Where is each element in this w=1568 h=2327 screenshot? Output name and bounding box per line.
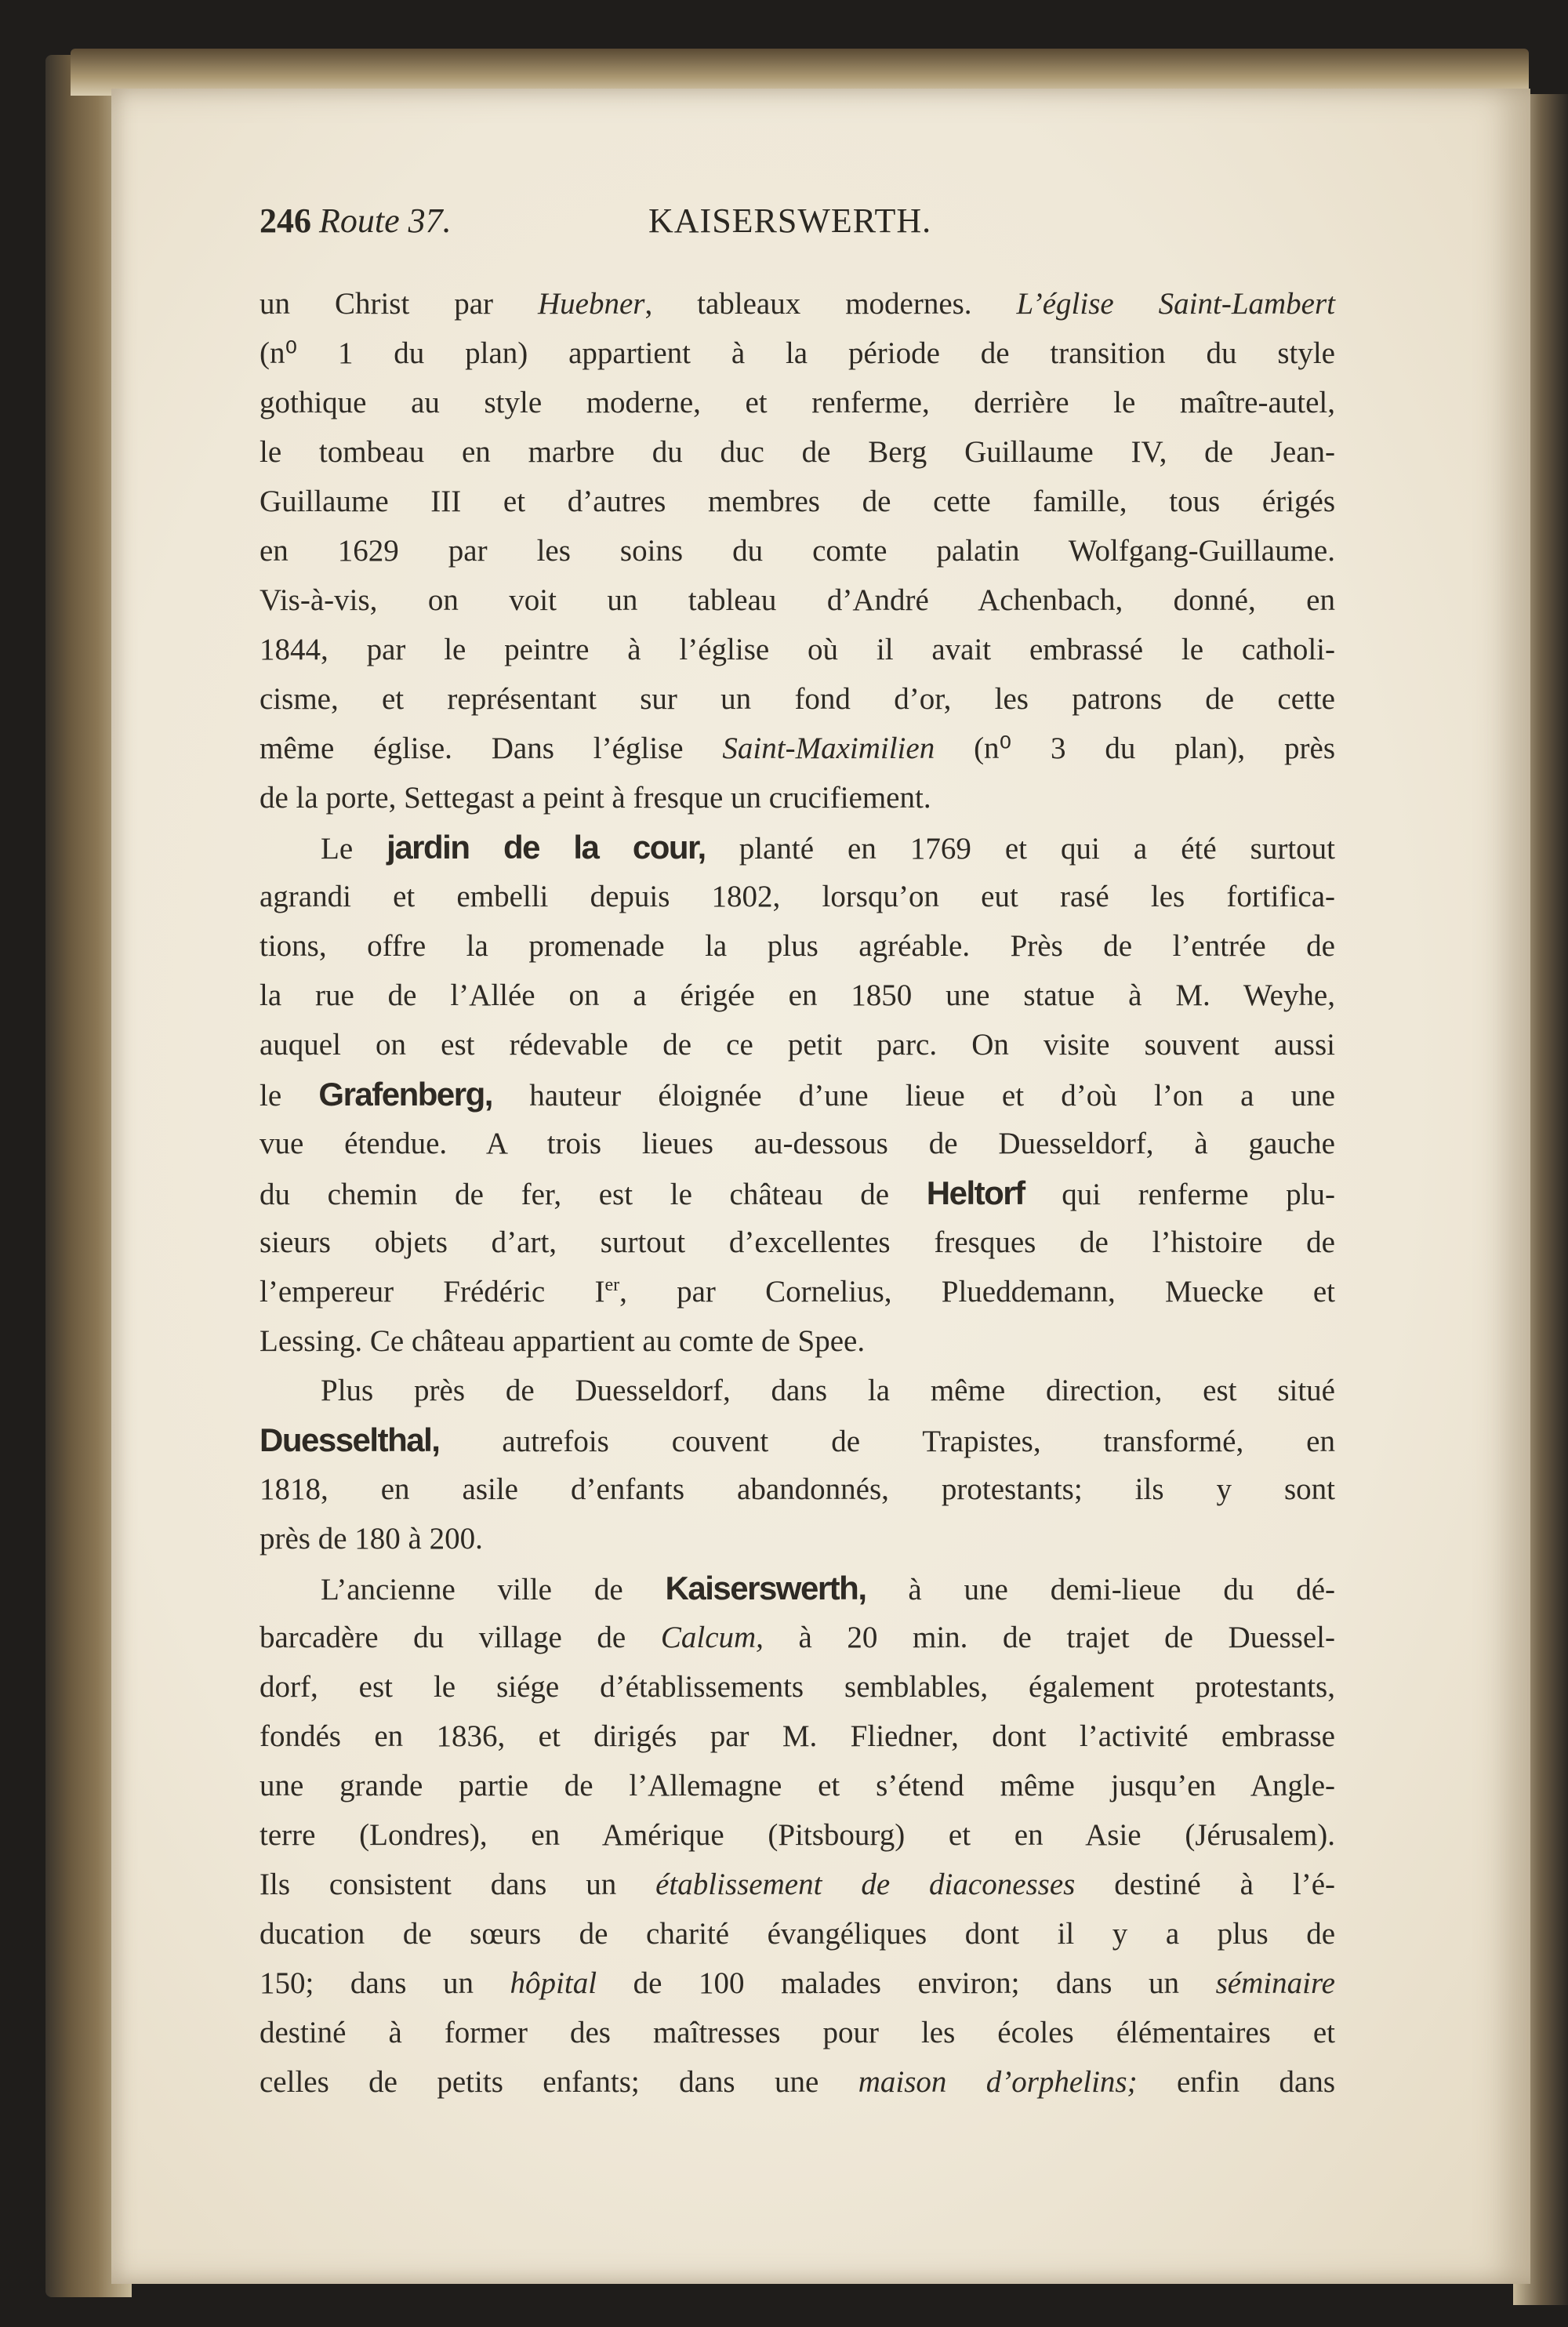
text-segment: de la porte, Settegast a peint à fresque un crucifiement. (260, 781, 931, 815)
text-segment: auquel on est rédevable de ce petit parc. On visite souvent aussi (260, 1028, 1335, 1062)
text-line (260, 1909, 1335, 1959)
text-segment: vue étendue. A trois lieues au-dessous de Duesseldorf, à gauche (260, 1127, 1335, 1160)
text-line (260, 1613, 1335, 1662)
text-segment: Le (321, 832, 387, 866)
text-line (260, 724, 1335, 773)
text-line (260, 526, 1335, 575)
text-line (260, 971, 1335, 1020)
text-line (260, 921, 1335, 971)
text-line (260, 1366, 1335, 1415)
text-line (260, 2008, 1335, 2057)
text-segment: tions, offre la promenade la plus agréable. Près de l’entrée de (260, 929, 1335, 963)
text-segment: le (260, 1079, 319, 1113)
italic-text: Saint-Maximilien (722, 731, 935, 765)
text-segment: une grande partie de l’Allemagne et s’étend même jusqu’en Angle- (260, 1769, 1335, 1802)
text-line (260, 1218, 1335, 1267)
text-segment: cisme, et représentant sur un fond d’or, les patrons de cette (260, 682, 1335, 716)
text-segment: (n⁰ 1 du plan) appartient à la période de transition du style (260, 336, 1335, 370)
text-segment: de 100 malades environ; dans un (597, 1966, 1216, 2000)
text-segment: celles de petits enfants; dans une (260, 2065, 858, 2099)
text-segment: le tombeau en marbre du duc de Berg Guillaume IV, de Jean- (260, 435, 1335, 469)
text-segment: (n⁰ 3 du plan), près (935, 731, 1336, 765)
text-segment: du chemin de fer, est le château de (260, 1178, 927, 1211)
text-line (260, 2057, 1335, 2107)
text-segment: la rue de l’Allée on a érigée en 1850 une statue à M. Weyhe, (260, 978, 1335, 1012)
text-segment: Vis-à-vis, on voit un tableau d’André Achenbach, donné, en (260, 583, 1335, 617)
text-line (260, 1069, 1335, 1119)
text-segment: un Christ par (260, 287, 538, 321)
text-segment: agrandi et embelli depuis 1802, lorsqu’on eut rasé les fortifica- (260, 880, 1335, 913)
text-line (260, 773, 1335, 822)
text-line (260, 1712, 1335, 1761)
text-line (260, 1959, 1335, 2008)
text-segment: 1818, en asile d’enfants abandonnés, protestants; ils y sont (260, 1472, 1335, 1506)
text-segment: près de 180 à 200. (260, 1522, 483, 1556)
text-line (260, 1119, 1335, 1168)
text-segment: même église. Dans l’église (260, 731, 723, 765)
text-segment: L’ancienne ville de (321, 1573, 666, 1606)
text-segment: 1844, par le peintre à l’église où il avait embrassé le catholi- (260, 633, 1335, 666)
text-segment: autrefois couvent de Trapistes, transformé, en (439, 1425, 1335, 1458)
text-segment: Lessing. Ce château appartient au comte de Spee. (260, 1324, 866, 1358)
text-segment: , tableaux modernes. (644, 287, 1017, 321)
text-segment: Guillaume III et d’autres membres de cette famille, tous érigés (260, 485, 1335, 518)
running-title: KAISERSWERTH. (648, 201, 932, 240)
text-line (260, 477, 1335, 526)
text-line (260, 625, 1335, 674)
text-segment: , par Cornelius, Plueddemann, Muecke et (619, 1275, 1336, 1309)
text-segment: qui renferme plu- (1024, 1178, 1335, 1211)
text-line (260, 329, 1335, 378)
text-segment: dorf, est le siége d’établissements semblables, également protestants, (260, 1670, 1335, 1704)
text-line (260, 1662, 1335, 1712)
text-line (260, 674, 1335, 724)
text-segment: fondés en 1836, et dirigés par M. Fliedner, dont l’activité embrasse (260, 1719, 1335, 1753)
text-line (260, 872, 1335, 921)
bold-place-name: Heltorf (926, 1174, 1025, 1211)
italic-text: établissement de diaconesses (655, 1868, 1076, 1901)
text-line (260, 1810, 1335, 1860)
text-line (260, 1563, 1335, 1613)
text-segment: l’empereur Frédéric I (260, 1275, 605, 1309)
text-segment: destiné à former des maîtresses pour les écoles élémentaires et (260, 2016, 1335, 2049)
text-segment: à une demi-lieue du dé- (866, 1573, 1335, 1606)
text-line (260, 1267, 1335, 1316)
text-segment: terre (Londres), en Amérique (Pitsbourg) et en Asie (Jérusalem). (260, 1818, 1335, 1852)
bold-place-name: Grafenberg, (318, 1076, 492, 1113)
text-segment: hauteur éloignée d’une lieue et d’où l’on a une (492, 1079, 1335, 1113)
text-line (260, 1316, 1335, 1366)
text-line (260, 575, 1335, 625)
text-segment: en 1629 par les soins du comte palatin Wolfgang-Guillaume. (260, 534, 1335, 568)
text-segment: enfin dans (1137, 2065, 1335, 2099)
text-segment: barcadère du village de (260, 1621, 661, 1654)
text-line (260, 1514, 1335, 1563)
text-segment: à 20 min. de trajet de Duessel- (763, 1621, 1335, 1654)
text-segment: Plus près de Duesseldorf, dans la même direction, est situé (321, 1374, 1335, 1407)
text-line (260, 1465, 1335, 1514)
text-line (260, 378, 1335, 427)
text-line (260, 822, 1335, 872)
route-label: Route 37. (319, 201, 452, 240)
text-segment: gothique au style moderne, et renferme, derrière le maître-autel, (260, 386, 1335, 419)
text-segment: ducation de sœurs de charité évangéliques dont il y a plus de (260, 1917, 1335, 1951)
italic-text: L’église Saint-Lambert (1016, 287, 1335, 321)
text-segment: planté en 1769 et qui a été surtout (705, 832, 1336, 866)
text-segment: destiné à l’é- (1075, 1868, 1335, 1901)
text-line (260, 1020, 1335, 1069)
text-segment: 150; dans un (260, 1966, 510, 2000)
text-line (260, 1761, 1335, 1810)
text-line (260, 1860, 1335, 1909)
text-segment: Ils consistent dans un (260, 1868, 656, 1901)
bold-place-name: jardin de la cour, (387, 829, 706, 866)
italic-text: maison d’orphelins; (858, 2065, 1138, 2099)
bold-place-name: Duesselthal, (260, 1421, 440, 1458)
text-line (260, 1415, 1335, 1465)
text-line (260, 1168, 1335, 1218)
italic-text: Calcum, (660, 1621, 764, 1654)
text-line (260, 427, 1335, 477)
superscript: er (604, 1275, 620, 1295)
text-line (260, 279, 1335, 329)
italic-text: hôpital (510, 1966, 597, 2000)
italic-text: Huebner (537, 287, 645, 321)
bold-place-name: Kaiserswerth, (665, 1570, 866, 1606)
page-number: 246 (260, 201, 311, 240)
body-text (260, 279, 1335, 2107)
text-segment: sieurs objets d’art, surtout d’excellentes fresques de l’histoire de (260, 1225, 1335, 1259)
italic-text: séminaire (1215, 1966, 1335, 2000)
